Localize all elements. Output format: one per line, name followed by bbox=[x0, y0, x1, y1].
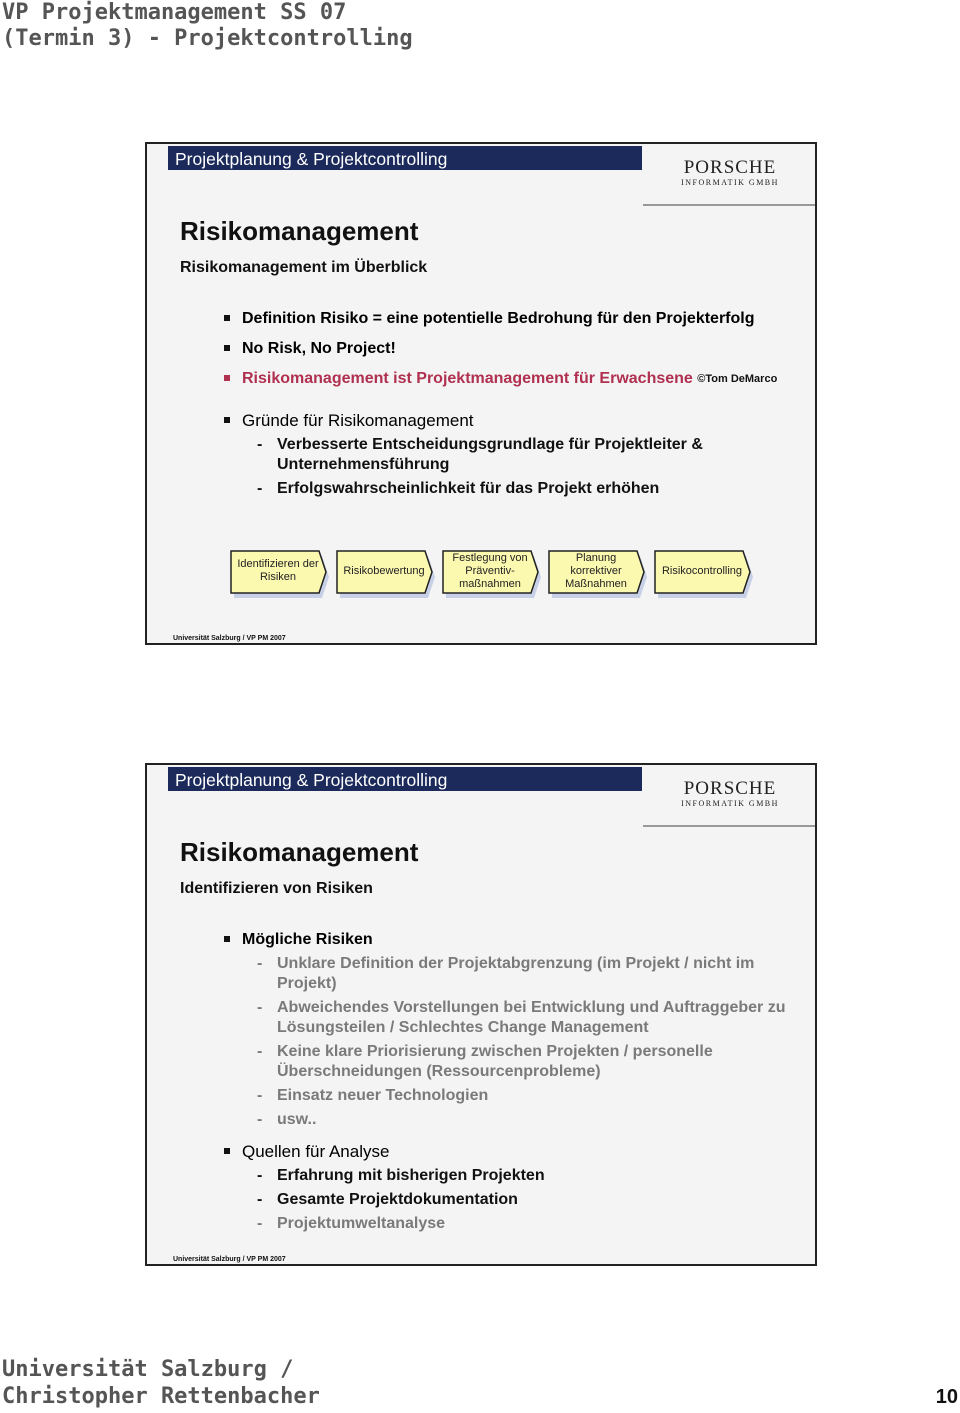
process-step: Planung korrektiver Maßnahmen bbox=[548, 550, 648, 592]
bullet-item: Definition Risiko = eine potentielle Bedrohung für den Projekterfolg bbox=[222, 309, 802, 329]
sub-item: - Unklare Definition der Projektabgrenzung (im Projekt / nicht im Projekt) bbox=[222, 954, 802, 994]
process-step: Risikocontrolling bbox=[654, 550, 754, 592]
sub-item: - Keine klare Priorisierung zwischen Projekten / personelle Überschneidungen (Ressourcenprobleme) bbox=[222, 1042, 802, 1082]
process-step: Risikobewertung bbox=[336, 550, 436, 592]
highlight-text: Risikomanagement ist Projektmanagement für Erwachsene bbox=[242, 370, 693, 387]
porsche-logo bbox=[667, 158, 793, 188]
slide-body bbox=[222, 309, 802, 503]
logo-line-2: INFORMATIK GMBH bbox=[681, 178, 779, 187]
bullet-item: Quellen für Analyse bbox=[222, 1142, 802, 1162]
header-bar: Projektplanung & Projektcontrolling bbox=[168, 767, 642, 791]
page-number: 10 bbox=[935, 1386, 958, 1408]
logo-line-1: PORSCHE bbox=[683, 778, 777, 799]
process-step: Festlegung von Präventiv-maßnahmen bbox=[442, 550, 542, 592]
title-line-1: VP Projektmanagement SS 07 bbox=[2, 0, 347, 25]
title-line-2: (Termin 3) - Projektcontrolling bbox=[2, 26, 413, 51]
porsche-logo bbox=[667, 779, 793, 809]
document-title bbox=[2, 0, 413, 52]
sub-item: - Gesamte Projektdokumentation bbox=[222, 1190, 802, 1210]
credit: ©Tom DeMarco bbox=[697, 373, 778, 385]
bullet-item: No Risk, No Project! bbox=[222, 339, 802, 359]
sub-item: - Erfahrung mit bisherigen Projekten bbox=[222, 1166, 802, 1186]
slide-footer: Universität Salzburg / VP PM 2007 bbox=[173, 1256, 286, 1263]
slide-2 bbox=[145, 763, 817, 1266]
slide-footer: Universität Salzburg / VP PM 2007 bbox=[173, 635, 286, 642]
sub-item: - Projektumweltanalyse bbox=[222, 1214, 802, 1234]
sub-item: - Abweichendes Vorstellungen bei Entwicklung und Auftraggeber zu Lösungsteilen / Schlechtes Change Management bbox=[222, 998, 802, 1038]
sub-item: - Verbesserte Entscheidungsgrundlage für Projektleiter & Unternehmensführung bbox=[222, 435, 802, 475]
logo-line-1: PORSCHE bbox=[683, 157, 777, 178]
divider bbox=[643, 825, 815, 827]
slide-title: Risikomanagement bbox=[180, 837, 419, 867]
bullet-item: Mögliche Risiken bbox=[222, 930, 802, 950]
bullet-item-highlight bbox=[222, 369, 802, 389]
slide-title: Risikomanagement bbox=[180, 216, 419, 246]
footer-line-1: Universität Salzburg / bbox=[2, 1357, 294, 1382]
footer-line-2: Christopher Rettenbacher bbox=[2, 1384, 320, 1409]
bullet-item: Gründe für Risikomanagement bbox=[222, 411, 802, 431]
logo-line-2: INFORMATIK GMBH bbox=[681, 799, 779, 808]
process-flow bbox=[230, 550, 754, 592]
sub-item: - Erfolgswahrscheinlichkeit für das Projekt erhöhen bbox=[222, 479, 802, 499]
page-footer bbox=[2, 1356, 320, 1410]
process-step: Identifizieren der Risiken bbox=[230, 550, 330, 592]
sub-item: - Einsatz neuer Technologien bbox=[222, 1086, 802, 1106]
slide-subtitle: Identifizieren von Risiken bbox=[180, 880, 373, 897]
divider bbox=[643, 204, 815, 206]
sub-item: - usw.. bbox=[222, 1110, 802, 1130]
slide-body bbox=[222, 930, 802, 1238]
slide-1 bbox=[145, 142, 817, 645]
slide-subtitle: Risikomanagement im Überblick bbox=[180, 259, 428, 276]
header-bar: Projektplanung & Projektcontrolling bbox=[168, 146, 642, 170]
